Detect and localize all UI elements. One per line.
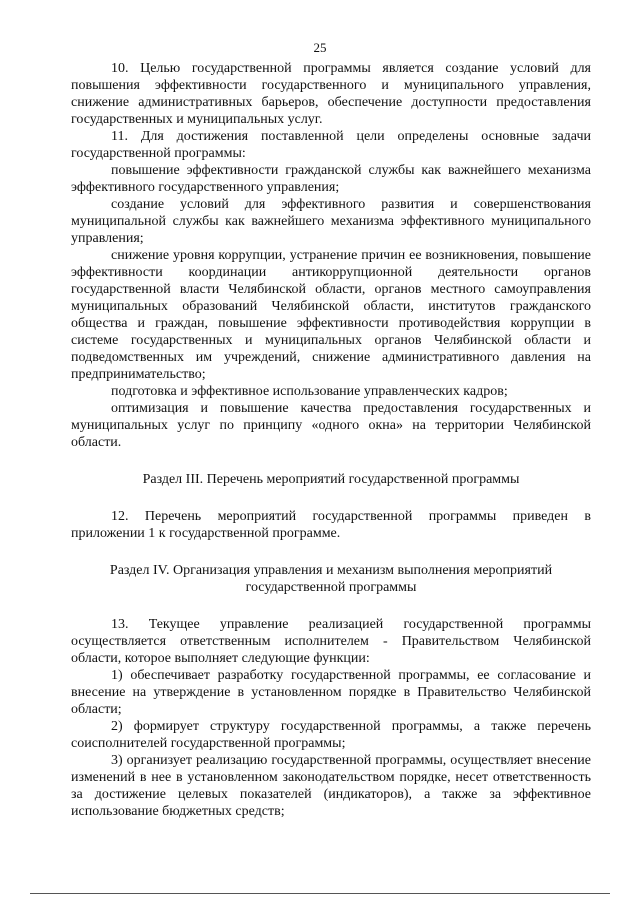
section-4-heading-line1: Раздел IV. Организация управления и механизм выполнения мероприятий (109, 563, 553, 578)
page-number: 25 (313, 40, 327, 55)
task-civil-service: повышение эффективности гражданской службы как важнейшего механизма эффективного государственного управления; (71, 163, 591, 195)
task-personnel: подготовка и эффективное использование управленческих кадров; (111, 384, 508, 399)
section-3-heading: Раздел III. Перечень мероприятий государственной программы (142, 472, 520, 487)
paragraph-11: 11. Для достижения поставленной цели определены основные задачи государственной программы: (71, 129, 591, 161)
bottom-divider (30, 893, 610, 894)
paragraph-10: 10. Целью государственной программы является создание условий для повышения эффективности государственного и муниципального управления, снижение административных барьеров, обеспечение доступности предоставления государственных и муниципальных услуг. (71, 61, 591, 127)
task-services-one-window: оптимизация и повышение качества предоставления государственных и муниципальных услуг по принципу «одного окна» на территории Челябинской области. (71, 401, 591, 450)
task-municipal-service: создание условий для эффективного развития и совершенствования муниципальной службы как важнейшего механизма эффективного муниципального управления; (71, 197, 591, 246)
task-anticorruption: снижение уровня коррупции, устранение причин ее возникновения, повышение эффективности координации антикоррупционной деятельности органов государственной власти Челябинской области, органов местного самоуправления муниципальных образований Челябинской области, институтов гражданского общества и граждан, повышение эффективности противодействия коррупции в системе государственных и муниципальных органов Челябинской области и подведомственных им учреждений, снижение административного давления на предпринимательство; (71, 248, 591, 382)
paragraph-13: 13. Текущее управление реализацией государственной программы осуществляется ответственным исполнителем - Правительством Челябинской области, которое выполняет следующие функции: (71, 617, 591, 666)
function-3: 3) организует реализацию государственной программы, осуществляет внесение изменений в нее в установленном законодательством порядке, несет ответственность за достижение целевых показателей (индикаторов), а также за эффективное использование бюджетных средств; (71, 753, 591, 819)
function-1: 1) обеспечивает разработку государственной программы, ее согласование и внесение на утверждение в установленном порядке в Правительство Челябинской области; (71, 668, 591, 717)
document-body (71, 60, 591, 820)
paragraph-12: 12. Перечень мероприятий государственной программы приведен в приложении 1 к государственной программе. (71, 509, 591, 541)
function-2: 2) формирует структуру государственной программы, а также перечень соисполнителей государственной программы; (71, 719, 591, 751)
section-4-heading-line2: государственной программы (245, 580, 417, 595)
